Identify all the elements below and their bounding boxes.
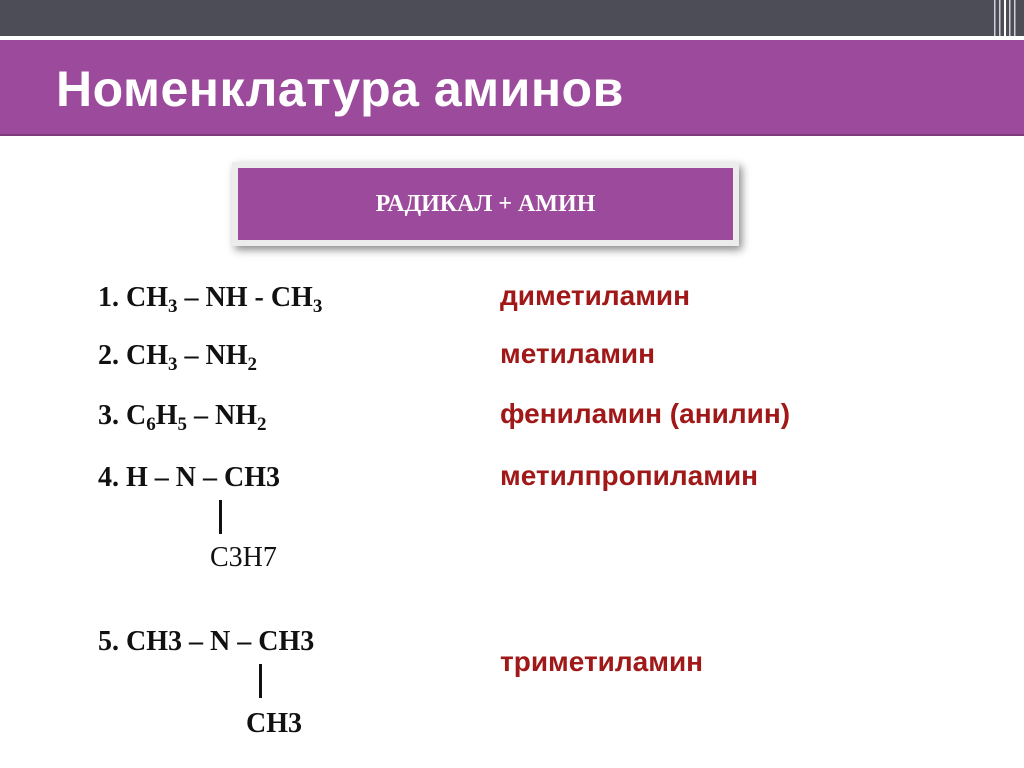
example-4-formula xyxy=(98,462,280,494)
example-5-main-chain: CH3 – N – CH3 xyxy=(126,626,315,657)
example-4-main-chain: H – N – CH3 xyxy=(126,462,280,493)
example-4-bond-line xyxy=(219,500,222,534)
decorative-lines xyxy=(990,0,1020,36)
example-1-name: диметиламин xyxy=(500,280,691,311)
example-5-branch: CH3 xyxy=(246,708,302,739)
example-2-number: 2. xyxy=(98,340,119,371)
example-4-branch: C3H7 xyxy=(210,542,277,573)
example-1-number: 1. xyxy=(98,282,119,313)
example-2-name: метиламин xyxy=(500,338,656,369)
formula-box xyxy=(232,162,739,246)
example-3-name: фениламин (анилин) xyxy=(500,398,791,429)
slide-title: Номенклатура аминов xyxy=(56,61,624,117)
example-5-formula xyxy=(98,626,314,658)
example-3-formula: 3. $C_6H_5 - NH_2$ xyxy=(98,400,267,435)
example-5-bond-line xyxy=(259,664,262,698)
example-4-number: 4. xyxy=(98,462,119,493)
example-5-number: 5. xyxy=(98,626,119,657)
top-bar xyxy=(0,0,1024,36)
example-3-number: 3. xyxy=(98,400,119,431)
example-5-name: триметиламин xyxy=(500,646,704,677)
example-1-formula: 1. $CH_3$ – NH - $CH_3$ xyxy=(98,282,323,317)
example-4-name: метилпропиламин xyxy=(500,460,759,491)
formula-text: РАДИКАЛ + АМИН xyxy=(375,190,596,217)
example-2-formula: 2. $CH_3 - NH_2$ xyxy=(98,340,257,375)
